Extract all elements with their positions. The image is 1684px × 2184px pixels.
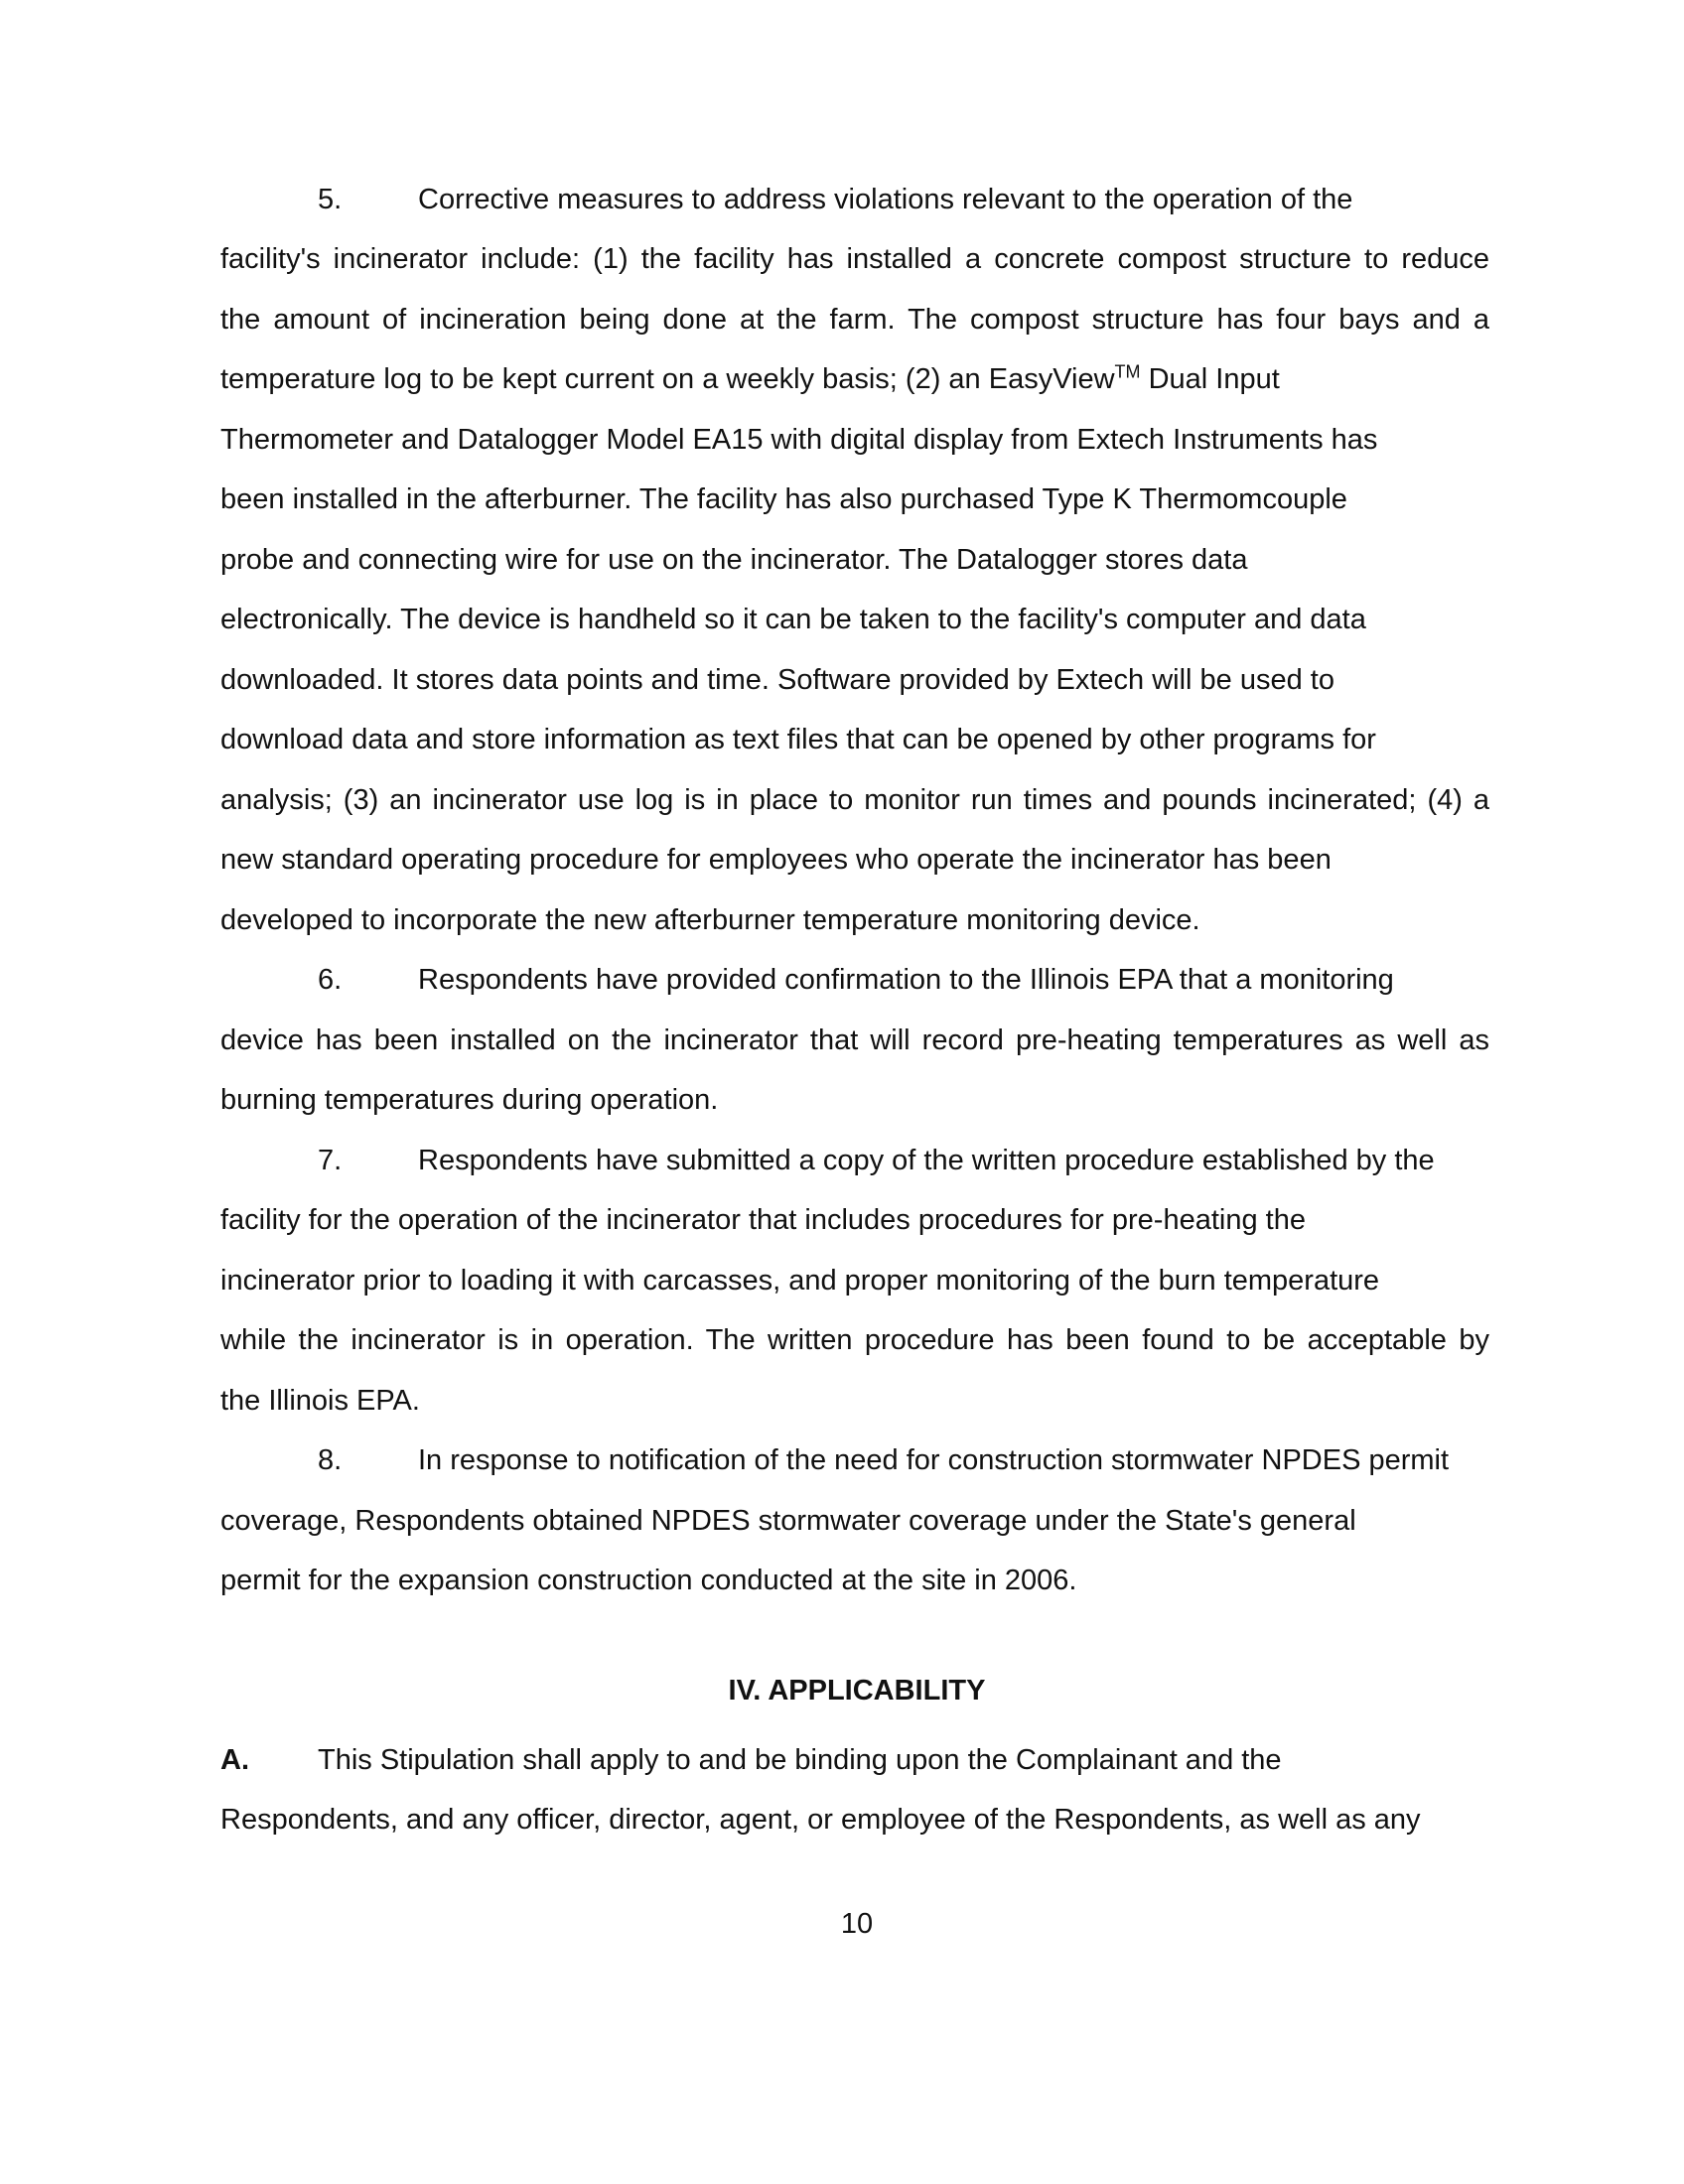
paragraph-5-line: download data and store information as text files that can be opened by other programs for bbox=[220, 724, 1376, 755]
paragraph-6-text: Respondents have provided confirmation to the Illinois EPA that a monitoring bbox=[418, 964, 1394, 996]
paragraph-7-line bbox=[220, 1143, 1435, 1178]
paragraph-7-text: Respondents have submitted a copy of the written procedure established by the bbox=[418, 1145, 1435, 1176]
paragraph-6-line: device has been installed on the incinerator that will record pre-heating temperatures as well as bbox=[220, 1024, 1489, 1056]
paragraph-7-line: the Illinois EPA. bbox=[220, 1385, 420, 1417]
applicability-item-a-line: Respondents, and any officer, director, agent, or employee of the Respondents, as well as any bbox=[220, 1804, 1421, 1836]
paragraph-5-line: analysis; (3) an incinerator use log is in place to monitor run times and pounds incinerated; (4) a bbox=[220, 784, 1489, 816]
paragraph-8-number: 8. bbox=[318, 1444, 343, 1476]
paragraph-7-line: facility for the operation of the incinerator that includes procedures for pre-heating the bbox=[220, 1204, 1306, 1236]
paragraph-5-line: developed to incorporate the new afterburner temperature monitoring device. bbox=[220, 904, 1200, 936]
paragraph-7-line: incinerator prior to loading it with carcasses, and proper monitoring of the burn temperature bbox=[220, 1265, 1380, 1297]
paragraph-5-line: new standard operating procedure for employees who operate the incinerator has been bbox=[220, 844, 1332, 876]
paragraph-5-line: the amount of incineration being done at the farm. The compost structure has four bays and a bbox=[220, 304, 1489, 336]
paragraph-7-number: 7. bbox=[318, 1145, 343, 1176]
applicability-item-a-letter: A. bbox=[220, 1744, 249, 1776]
paragraph-5-text: Dual Input bbox=[1140, 363, 1280, 395]
paragraph-5-number: 5. bbox=[318, 184, 343, 215]
paragraph-5-line: downloaded. It stores data points and time. Software provided by Extech will be used to bbox=[220, 664, 1334, 696]
paragraph-5-line: electronically. The device is handheld so it can be taken to the facility's computer and data bbox=[220, 604, 1366, 635]
paragraph-5-line bbox=[220, 182, 1352, 217]
paragraph-5-line: facility's incinerator include: (1) the facility has installed a concrete compost structure to reduce bbox=[220, 243, 1489, 275]
paragraph-5-text: temperature log to be kept current on a weekly basis; (2) an EasyView bbox=[220, 363, 1115, 395]
paragraph-6-line: burning temperatures during operation. bbox=[220, 1084, 719, 1116]
paragraph-8-line: permit for the expansion construction conducted at the site in 2006. bbox=[220, 1565, 1077, 1596]
paragraph-6-line bbox=[220, 962, 1394, 998]
paragraph-8-text: In response to notification of the need for construction stormwater NPDES permit bbox=[418, 1444, 1450, 1476]
paragraph-8-line: coverage, Respondents obtained NPDES stormwater coverage under the State's general bbox=[220, 1505, 1356, 1537]
paragraph-5-line: been installed in the afterburner. The facility has also purchased Type K Thermomcouple bbox=[220, 483, 1347, 515]
paragraph-5-line: probe and connecting wire for use on the incinerator. The Datalogger stores data bbox=[220, 544, 1248, 576]
paragraph-5-text: Corrective measures to address violations relevant to the operation of the bbox=[418, 184, 1353, 215]
paragraph-5-line bbox=[220, 361, 1280, 397]
applicability-item-a-line bbox=[220, 1742, 1282, 1778]
paragraph-6-number: 6. bbox=[318, 964, 343, 996]
trademark-superscript: TM bbox=[1114, 361, 1141, 382]
section-heading: IV. APPLICABILITY bbox=[728, 1675, 986, 1706]
paragraph-8-line bbox=[220, 1442, 1449, 1478]
paragraph-5-line: Thermometer and Datalogger Model EA15 with digital display from Extech Instruments has bbox=[220, 424, 1378, 456]
applicability-item-a-text: This Stipulation shall apply to and be binding upon the Complainant and the bbox=[318, 1744, 1282, 1776]
paragraph-7-line: while the incinerator is in operation. The written procedure has been found to be acceptable by bbox=[220, 1324, 1489, 1356]
page-number: 10 bbox=[840, 1908, 874, 1940]
